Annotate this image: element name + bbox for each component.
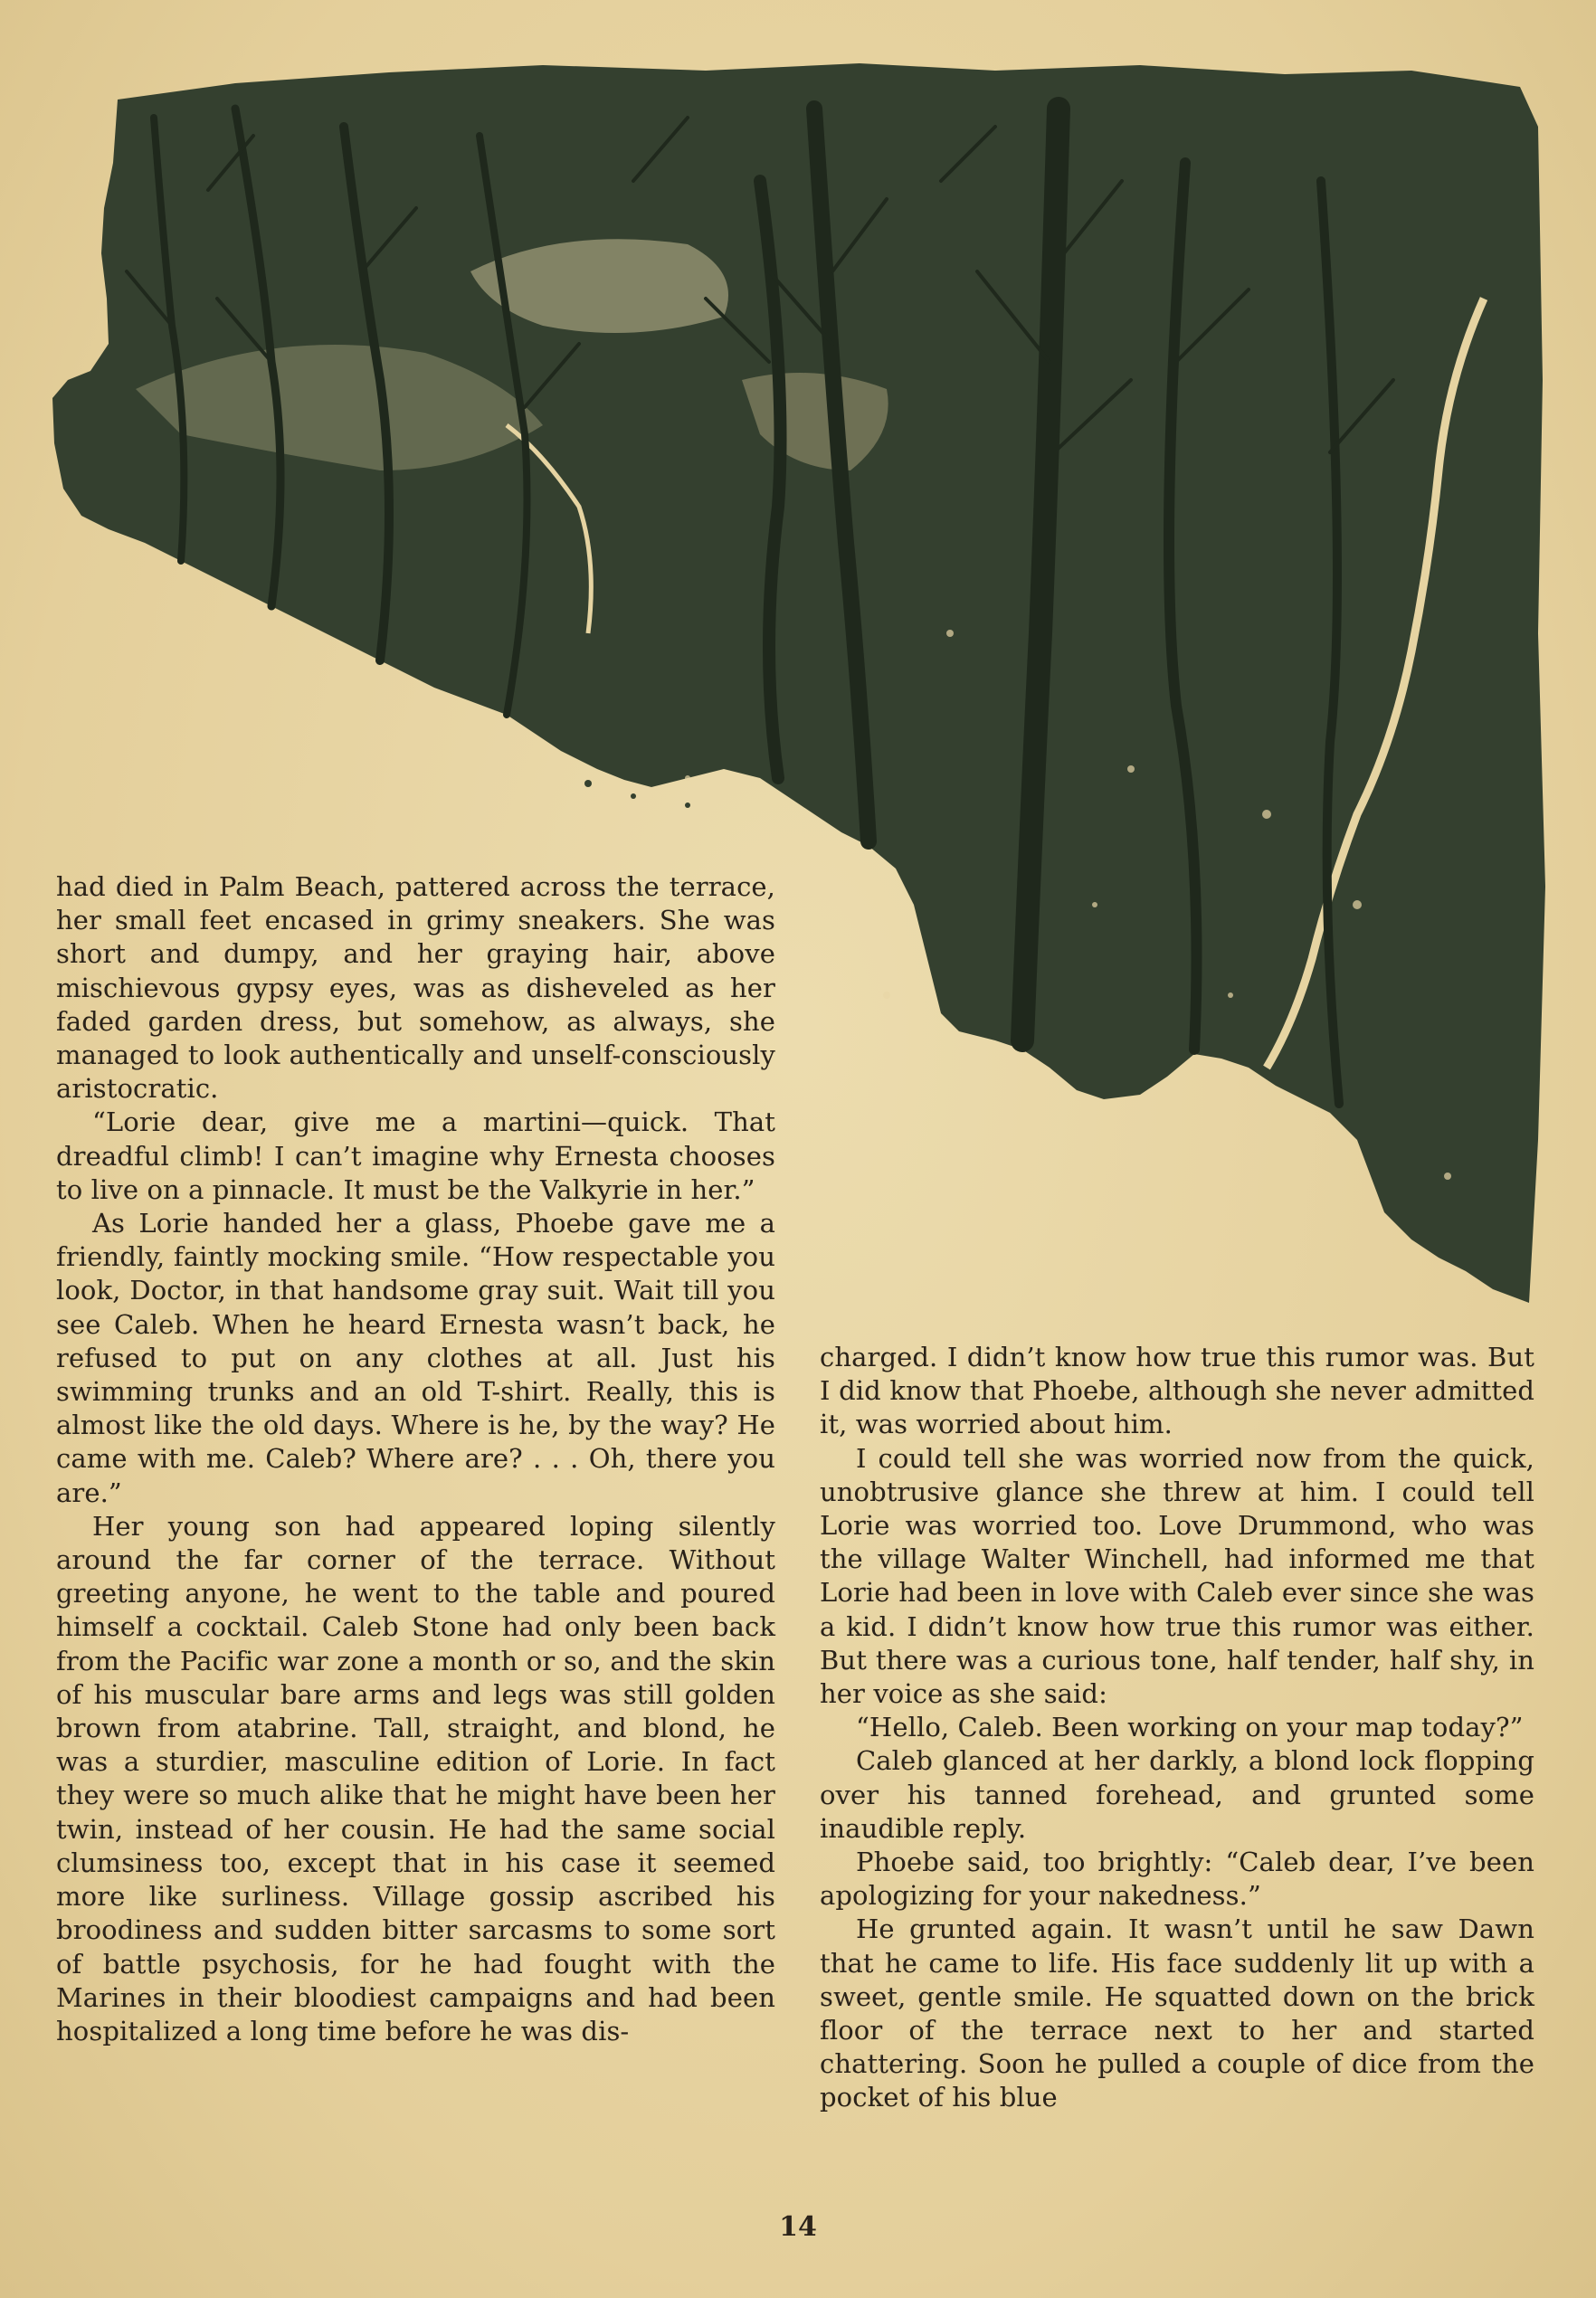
paragraph: As Lorie handed her a glass, Phoebe gave me a friendly, faintly mocking smile. “How respectable you look, Doctor, in that handsome gray suit. Wait till you see Caleb. When he heard Ernesta wasn’t back, he refused to put on any clothes at all. Just his swimming trunks and an old T-shirt. Really, this is almost like the old days. Where is he, by the way? He came with me. Caleb? Where are? . . . Oh, there you are.” xyxy=(56,1208,775,1508)
paragraph: had died in Palm Beach, pattered across the terrace, her small feet encased in grimy sneakers. She was short and dumpy, and her graying hair, above mischievous gypsy eyes, was as disheveled as her faded garden dress, but somehow, as always, she managed to look authentically and unself-consciously aristocratic. xyxy=(56,871,775,1105)
page-number: 14 xyxy=(779,2211,817,2243)
paragraph: “Hello, Caleb. Been working on your map today?” xyxy=(856,1712,1524,1743)
paragraph: charged. I didn’t know how true this rumor was. But I did know that Phoebe, although she never admitted it, was worried about him. xyxy=(820,1342,1534,1440)
paragraph: I could tell she was worried now from the quick, unobtrusive glance she threw at him. I could tell Lorie was worried too. Love Drummond, who was the village Walter Winchell, had informed me that Lorie had been in love with Caleb ever since she was a kid. I didn’t know how true this rumor was either. But there was a curious tone, half tender, half shy, in her voice as she said: xyxy=(820,1442,1534,1710)
paragraph: “Lorie dear, give me a martini—quick. That dreadful climb! I can’t imagine why Ernesta chooses to live on a pinnacle. It must be the Valkyrie in her.” xyxy=(56,1106,775,1205)
paragraph: Her young son had appeared loping silently around the far corner of the terrace. Without greeting anyone, he went to the table and poured himself a cocktail. Caleb Stone had only been back from the Pacific war zone a month or so, and the skin of his muscular bare arms and legs was still golden brown from atabrine. Tall, straight, and blond, he was a sturdier, masculine edition of Lorie. In fact they were so much alike that he might have been her twin, instead of her cousin. He had the same social clumsiness too, except that in his case it seemed more like surliness. Village gossip ascribed his broodiness and sudden bitter sarcasms to some sort of battle psychosis, for he had fought with the Marines in their bloodiest campaigns and had been hospitalized a long time before he was dis- xyxy=(56,1510,775,2046)
paragraph: Phoebe said, too brightly: “Caleb dear, I’ve been apologizing for your nakedness.” xyxy=(820,1847,1534,1912)
paragraph: Caleb glanced at her darkly, a blond lock flopping over his tanned forehead, and grunted some inaudible reply. xyxy=(820,1745,1534,1844)
right-text-column xyxy=(820,1341,1534,2115)
left-text-column xyxy=(56,870,775,2048)
paragraph: He grunted again. It wasn’t until he saw Dawn that he came to life. His face suddenly lit up with a sweet, gentle smile. He squatted down on the brick floor of the terrace next to her and started chattering. Soon he pulled a couple of dice from the pocket of his blue xyxy=(820,1913,1534,2113)
